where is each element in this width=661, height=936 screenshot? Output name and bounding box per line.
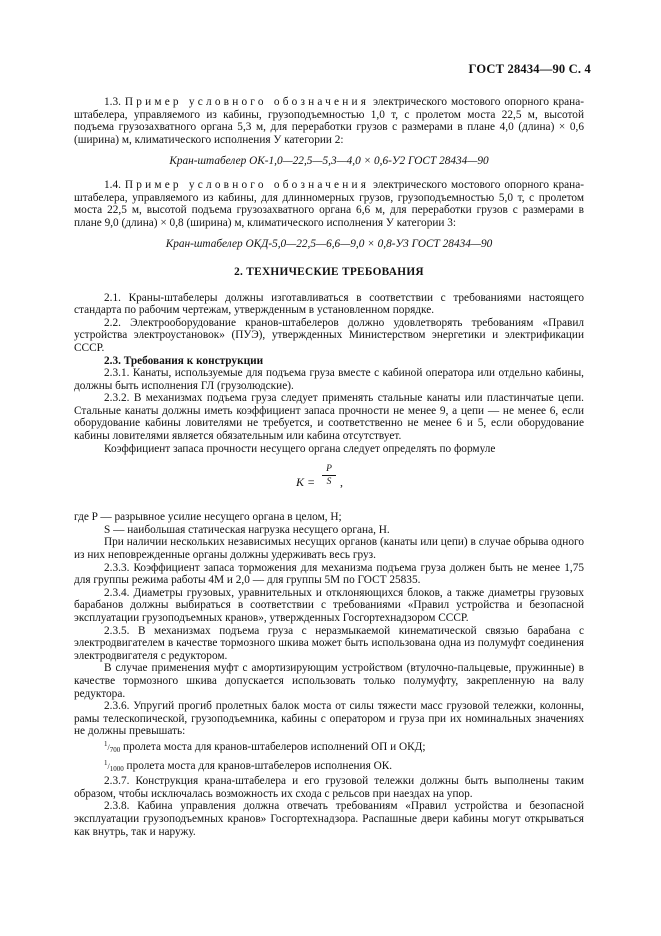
formula-lhs: K = [296, 475, 316, 490]
example-designation-1: Кран-штабелер ОК-1,0—22,5—5,3—4,0 × 0,6-У2 ГОСТ 28434—90 [169, 155, 489, 168]
where-p: где P — разрывное усилие несущего органа в целом, Н; [74, 511, 342, 524]
paragraph-2-3-5: 2.3.5. В механизмах подъема груза с неразмыкаемой кинематической связью барабана с электродвигателем в качестве тормозного шкива может быть использована одна из полумуфт соединения электродвигателя с редуктором. [74, 624, 584, 662]
paragraph-2-3-8: 2.3.8. Кабина управления должна отвечать требованиям «Правил устройства и безопасной эксплуатации грузоподъемных кранов» Госгортехнадзора. Распашные двери кабины могут открываться как внутрь, так и наружу. [74, 800, 584, 838]
paragraph-1-3: 1.3. Пример условного обозначения электрического мостового опорного крана-штабелера, управляемого из кабины, грузоподъемностью 1,0 т, с пролетом моста 22,5 м, высотой подъема грузозахватного органа 5,3 м, для переработки грузов с размерами в плане 4,0 (длина) × 0,6 (ширина) м, климатического исполнения У категории 2: [74, 96, 584, 146]
paragraph-2-3-3: 2.3.3. Коэффициент запаса торможения для механизма подъема груза должен быть не менее 1,75 для группы режима работы 4М и 2,0 — для группы 5М по ГОСТ 25835. [74, 561, 584, 587]
paragraph-2-3-2: 2.3.2. В механизмах подъема груза следует применять стальные канаты или пластинчатые цепи. Стальные канаты должны иметь коэффициент запаса прочности не менее 9, а цепи — не менее 6, если оборудование кабины ловителями не требуется, и соответственно не менее 6 и 5, если оборудование кабины ловителями является обязательным или кабина отсутствует. [74, 392, 584, 443]
paragraph-2-3-6: 2.3.6. Упругий прогиб пролетных балок моста от силы тяжести масс грузовой тележки, колонны, рамы телескопической, грузоподъемника, кабины с оператором и груза при их номинальных значениях не должны превышать: [74, 700, 584, 738]
body-text [74, 96, 584, 838]
subsection-heading: 2.3. Требования к конструкции [104, 354, 264, 367]
deflection-limit-1: $^1/_{700}$ пролета моста для кранов-штабелеров исполнений ОП и ОКД; [104, 739, 426, 754]
spaced-phrase: Пример условного обозначения [124, 178, 370, 191]
section-title: 2. ТЕХНИЧЕСКИЕ ТРЕБОВАНИЯ [234, 265, 424, 278]
where-s: S — наибольшая статическая нагрузка несущего органа, Н. [104, 523, 390, 536]
formula-fraction [322, 464, 336, 488]
formula [74, 461, 584, 505]
deflection-limit-2: $^1/_{1000}$ пролета моста для кранов-штабелеров исполнения ОК. [104, 758, 393, 773]
formula-comma: , [340, 475, 343, 490]
paragraph-1-4: 1.4. Пример условного обозначения электрического мостового опорного крана-штабелера, управляемого из кабины, для длинномерных грузов, грузоподъемностью 5,0 т, с пролетом моста 22,5 м, высотой подъема грузозахватного органа 6,6 м, для переработки грузов с размерами в плане 9,0 (длина) × 0,8 (ширина) м, климатического исполнения У категории 3: [74, 178, 584, 229]
example-designation-2: Кран-штабелер ОКД-5,0—22,5—6,6—9,0 × 0,8-У3 ГОСТ 28434—90 [165, 238, 493, 251]
fraction-1-700: $^1/_{700}$ [104, 739, 121, 754]
formula-numerator: P [322, 464, 336, 476]
paragraph-2-2: 2.2. Электрооборудование кранов-штабелеров должно удовлетворять требованиям «Правил устройства электроустановок» (ПУЭ), утвержденных Министерством энергетики и электрификации СССР. [74, 316, 584, 354]
paragraph-2-3-7: 2.3.7. Конструкция крана-штабелера и его грузовой тележки должны быть выполнены таким образом, чтобы исключалась возможность их схода с рельсов при наездах на упор. [74, 775, 584, 800]
formula-denominator: S [326, 477, 332, 488]
paragraph-formula-intro: Коэффициент запаса прочности несущего органа следует определять по формуле [104, 442, 496, 455]
paragraph-2-1: 2.1. Краны-штабелеры должны изготавливаться в соответствии с требованиями настоящего стандарта по рабочим чертежам, утвержденным в установленном порядке. [74, 291, 584, 317]
paragraph-2-3-5-note: В случае применения муфт с амортизирующим устройством (втулочно-пальцевые, пружинные) в качестве тормозного шкива допускается использовать только полумуфту, закрепленную на валу редуктора. [74, 662, 584, 700]
paragraph-2-3-2-note: При наличии нескольких независимых несущих органов (канаты или цепи) в случае обрыва одного из них неповрежденные органы должны удерживать весь груз. [74, 536, 584, 562]
page-header: ГОСТ 28434—90 С. 4 [468, 62, 591, 76]
spaced-phrase: Пример условного обозначения [124, 96, 370, 108]
paragraph-2-3-1: 2.3.1. Канаты, используемые для подъема груза вместе с кабиной оператора или отдельно кабины, должны быть исполнения ГЛ (грузолюдские). [74, 367, 584, 392]
fraction-1-1000: $^1/_{1000}$ [104, 758, 124, 773]
paragraph-2-3-4: 2.3.4. Диаметры грузовых, уравнительных и отклоняющихся блоков, а также диаметры грузовых барабанов должны выбираться в соответствии с требованиями «Правил устройства и безопасной эксплуатации грузоподъемных кранов», утвержденных Госгортехнадзором СССР. [74, 586, 584, 624]
